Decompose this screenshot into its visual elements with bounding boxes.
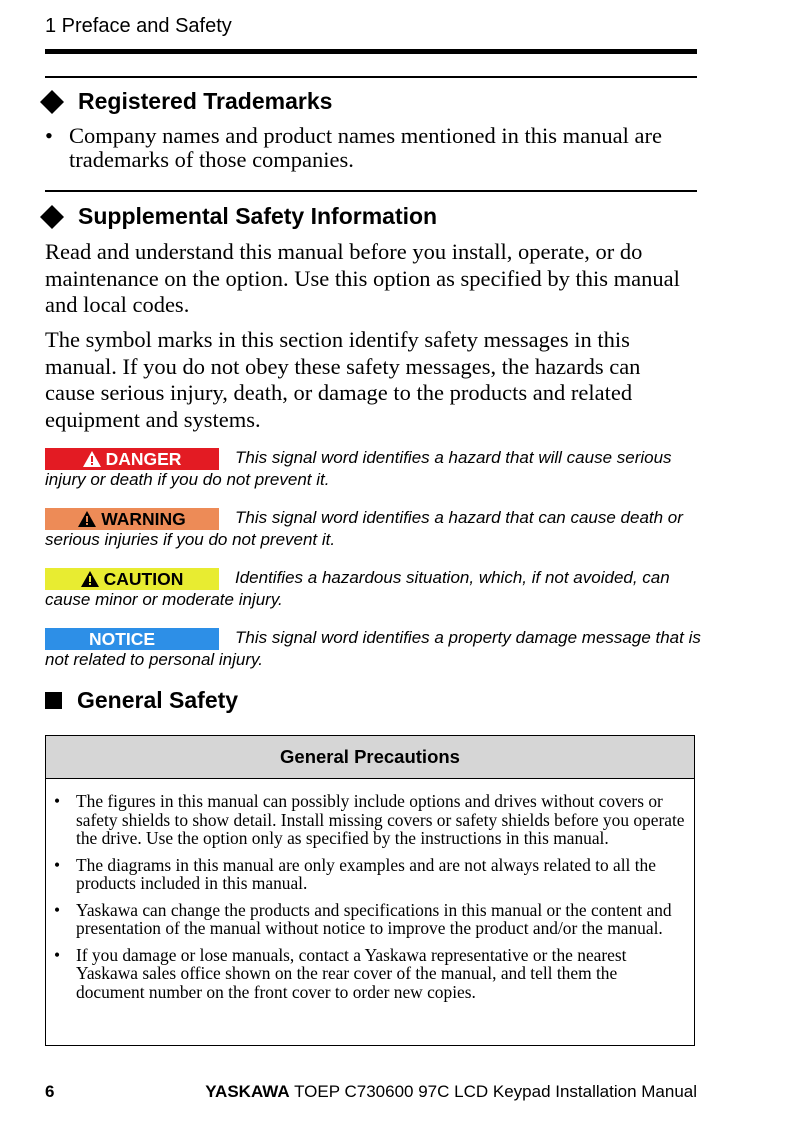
list-item-text: If you damage or lose manuals, contact a Yaskawa representative or the nearest Yaskawa sales office shown on the rear cover of the manual, and tell them the document number on the front cover to order new copies. [76,944,627,1002]
bullet-dot: • [54,791,61,811]
warning-triangle-icon [83,451,101,467]
list-item-text: The diagrams in this manual are only examples and are not always related to all the products included in this manual. [76,854,656,893]
section-divider [45,190,697,192]
signal-caution [45,568,705,610]
running-head: 1 Preface and Safety [45,15,232,37]
heading-text: Supplemental Safety Information [78,203,438,229]
general-precautions-box [45,735,695,1046]
signal-notice [45,628,705,670]
warning-triangle-icon [78,511,96,527]
notice-badge [45,628,219,650]
list-item [46,792,694,848]
section-heading-trademarks [40,88,332,115]
footer-title [205,1082,697,1102]
list-item [46,946,694,1002]
supplemental-paragraph-2: The symbol marks in this section identify safety messages in this manual. If you do not obey these safety messages, the hazards can cause serious injury, death, or damage to the products and related equipment and systems. [45,327,641,432]
warning-triangle-icon [81,571,99,587]
caution-badge [45,568,219,590]
header-rule [45,49,697,54]
section-heading-supplemental [40,203,437,230]
signal-text: This signal word identifies a hazard that can cause death or serious injuries if you do not prevent it. [45,508,683,549]
supplemental-paragraph-1: Read and understand this manual before you install, operate, or do maintenance on the option. Use this option as specified by this manual and local codes. [45,239,680,317]
signal-text: This signal word identifies a hazard that will cause serious injury or death if you do not prevent it. [45,448,672,489]
footer-brand: YASKAWA [205,1082,290,1101]
badge-label: CAUTION [103,569,184,589]
heading-text: General Safety [77,687,239,713]
trademarks-bullet [45,124,685,172]
list-item [46,856,694,893]
square-bullet-icon [45,692,62,709]
list-item-text: Yaskawa can change the products and specifications in this manual or the content and presentation of the manual without notice to improve the product and/or the manual. [76,899,672,938]
page-number: 6 [45,1082,55,1101]
badge-label: WARNING [101,509,186,529]
list-item-text: The figures in this manual can possibly include options and drives without covers or safety shields to show detail. Install missing covers or safety shields before you operate the drive. Use the option only as specified by the instructions in this manual. [76,791,685,848]
section-divider [45,76,697,78]
footer-manual-title: TOEP C730600 97C LCD Keypad Installation Manual [289,1082,697,1101]
diamond-bullet-icon [40,205,64,229]
heading-text: Registered Trademarks [78,88,333,114]
diamond-bullet-icon [40,90,64,114]
signal-text: Identifies a hazardous situation, which, if not avoided, can cause minor or moderate injury. [45,568,670,609]
precautions-list [46,779,694,1001]
trademarks-text: Company names and product names mentioned in this manual are trademarks of those companies. [69,123,662,172]
bullet-dot: • [54,899,61,920]
bullet-dot: • [54,854,61,875]
bullet-dot: • [45,123,53,148]
list-item [46,901,694,938]
box-title: General Precautions [46,736,694,779]
danger-badge [45,448,219,470]
warning-badge [45,508,219,530]
section-heading-general-safety [45,687,238,714]
signal-danger [45,448,705,490]
badge-label: DANGER [105,449,182,469]
signal-text: This signal word identifies a property damage message that is not related to personal injury. [45,628,701,669]
badge-label: NOTICE [88,629,156,649]
signal-warning [45,508,705,550]
bullet-dot: • [54,944,61,965]
